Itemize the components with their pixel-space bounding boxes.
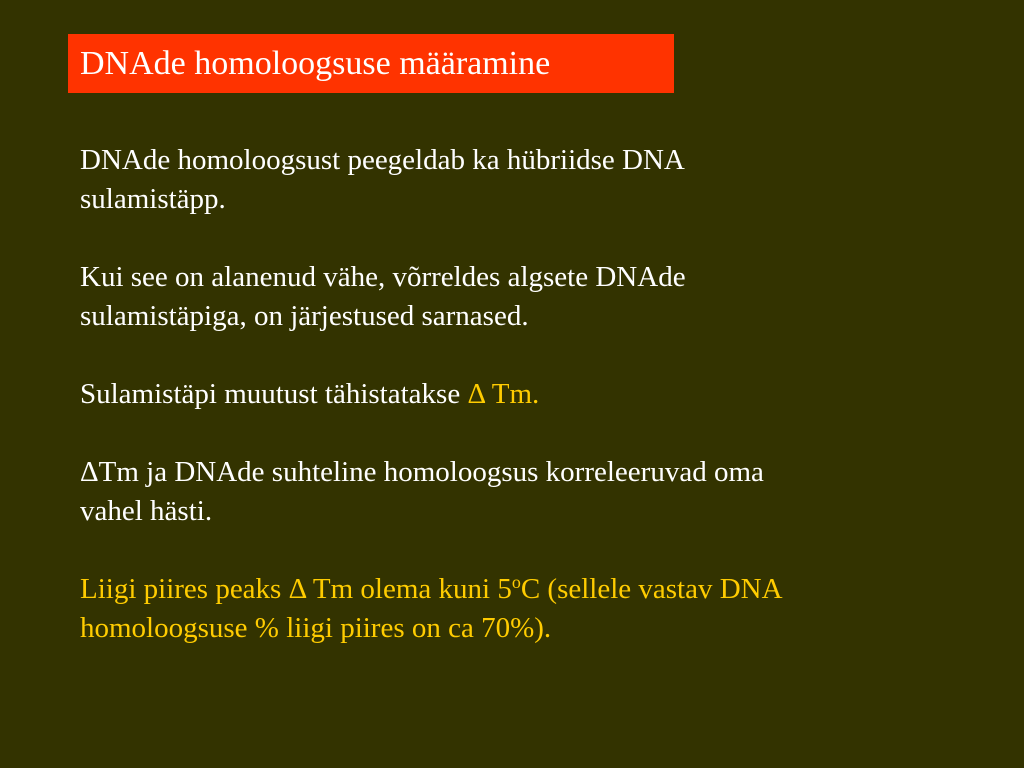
paragraph-line: homoloogsuse % liigi piires on ca 70%). (80, 612, 552, 644)
paragraph-line: DNAde homoloogsust peegeldab ka hübriidse DNA (80, 144, 685, 176)
slide-body (80, 141, 970, 687)
title-bar (68, 34, 674, 93)
paragraph-correlation (80, 453, 970, 531)
degree-superscript: o (511, 572, 521, 592)
paragraph-hybrid-melting-point (80, 141, 970, 219)
paragraph-line: sulamistäpiga, on järjestused sarnased. (80, 300, 529, 332)
paragraph-line: sulamistäpp. (80, 183, 226, 215)
slide-title: DNAde homoloogsuse määramine (80, 44, 551, 82)
paragraph-line-part: C (sellele vastav DNA (520, 573, 783, 605)
paragraph-line-part: Liigi piires peaks Δ Tm olema kuni 5 (80, 573, 512, 605)
paragraph-text: Sulamistäpi muutust tähistatakse (80, 378, 468, 410)
paragraph-line: ΔTm ja DNAde suhteline homoloogsus korreleeruvad oma (80, 456, 764, 488)
paragraph-similar-sequences (80, 258, 970, 336)
delta-tm-highlight: Δ Tm. (467, 378, 540, 410)
paragraph-species-limit (80, 570, 970, 648)
paragraph-delta-tm-definition (80, 375, 970, 414)
paragraph-line: Kui see on alanenud vähe, võrreldes algsete DNAde (80, 261, 686, 293)
paragraph-line: vahel hästi. (80, 495, 213, 527)
